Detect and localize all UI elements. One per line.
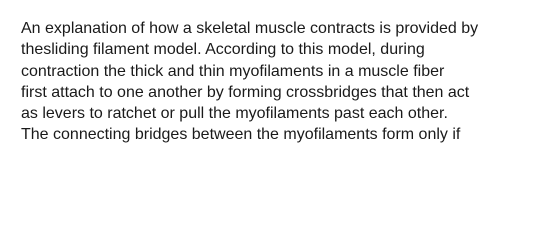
- question-text: [21, 18, 551, 146]
- question-text-line: as levers to ratchet or pull the myofilaments past each other.: [21, 105, 448, 123]
- question-text-line: An explanation of how a skeletal muscle contracts is provided by: [21, 20, 479, 37]
- question-text-line: first attach to one another by forming crossbridges that then act: [21, 83, 470, 101]
- question-text-line: contraction the thick and thin myofilaments in a muscle fiber: [21, 62, 445, 80]
- question-text-line: thesliding filament model. According to this model, during: [21, 41, 425, 59]
- question-text-line: The connecting bridges between the myofilaments form only if: [21, 126, 461, 144]
